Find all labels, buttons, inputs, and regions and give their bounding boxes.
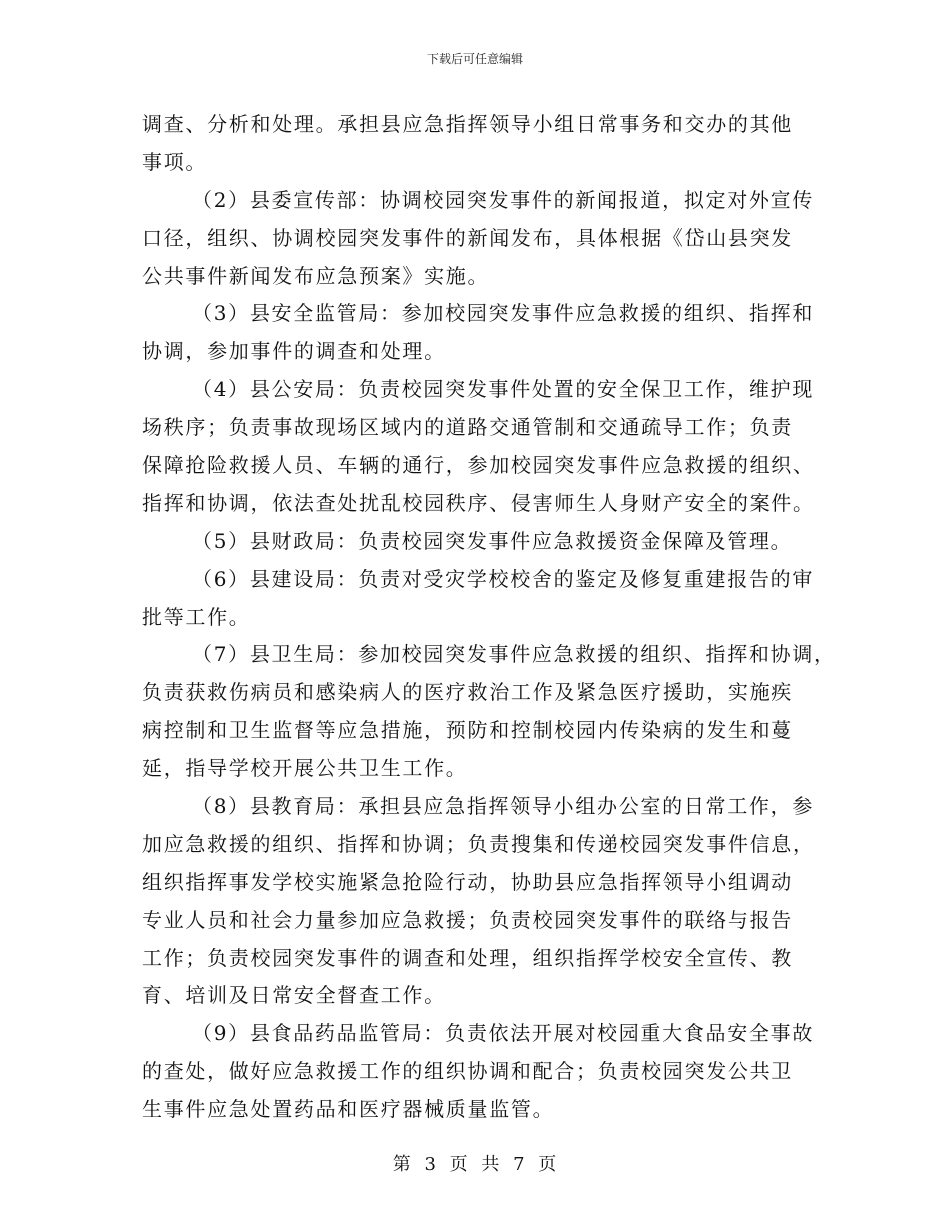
text-line: 组织指挥事发学校实施紧急抢险行动，协助县应急指挥领导小组调动: [142, 869, 793, 894]
text-line: 保障抢险救援人员、车辆的通行，参加校园突发事件应急救援的组织、: [142, 453, 815, 478]
text-line: 口径，组织、协调校园突发事件的新闻发布，具体根据《岱山县突发: [142, 225, 793, 250]
text-line: 负责获救伤病员和感染病人的医疗救治工作及紧急医疗援助，实施疾: [142, 680, 793, 705]
text-line: 指挥和协调，依法查处扰乱校园秩序、侵害师生人身财产安全的案件。: [142, 490, 815, 515]
text-line: 工作；负责校园突发事件的调查和处理，组织指挥学校安全宣传、教: [142, 945, 793, 970]
page-header: 下载后可任意编辑: [426, 52, 523, 66]
text-line: （2）县委宣传部：协调校园突发事件的新闻报道，拟定对外宣传: [192, 187, 815, 212]
text-line: （4）县公安局：负责校园突发事件处置的安全保卫工作，维护现: [192, 377, 815, 402]
text-line: 加应急救援的组织、指挥和协调；负责搜集和传递校园突发事件信息，: [142, 831, 815, 856]
text-line: 事项。: [142, 149, 208, 174]
text-line: 生事件应急处置药品和医疗器械质量监管。: [142, 1097, 555, 1122]
text-line: 育、培训及日常安全督查工作。: [142, 983, 446, 1008]
text-line: 专业人员和社会力量参加应急救援；负责校园突发事件的联络与报告: [142, 907, 793, 932]
text-line: 公共事件新闻发布应急预案》实施。: [142, 263, 490, 288]
document-body: [142, 106, 836, 1129]
text-line: （3）县安全监管局：参加校园突发事件应急救援的组织、指挥和: [192, 301, 815, 326]
text-line: （9）县食品药品监管局：负责依法开展对校园重大食品安全事故: [192, 1021, 815, 1046]
text-line: （7）县卫生局：参加校园突发事件应急救援的组织、指挥和协调，: [192, 642, 836, 667]
text-line: 协调，参加事件的调查和处理。: [142, 339, 446, 364]
text-line: 批等工作。: [142, 604, 251, 629]
text-line: （5）县财政局：负责校园突发事件应急救援资金保障及管理。: [192, 528, 793, 553]
text-line: 延，指导学校开展公共卫生工作。: [142, 756, 468, 781]
text-line: 病控制和卫生监督等应急措施，预防和控制校园内传染病的发生和蔓: [142, 718, 793, 743]
text-line: 调查、分析和处理。承担县应急指挥领导小组日常事务和交办的其他: [142, 112, 793, 136]
text-line: 的查处，做好应急救援工作的组织协调和配合；负责校园突发公共卫: [142, 1059, 793, 1084]
text-line: （8）县教育局：承担县应急指挥领导小组办公室的日常工作，参: [192, 794, 815, 819]
text-line: （6）县建设局：负责对受灾学校校舍的鉴定及修复重建报告的审: [192, 566, 815, 591]
text-line: 场秩序；负责事故现场区域内的道路交通管制和交通疏导工作；负责: [142, 415, 793, 440]
page-number-footer: 第 3 页 共 7 页: [392, 1154, 558, 1175]
